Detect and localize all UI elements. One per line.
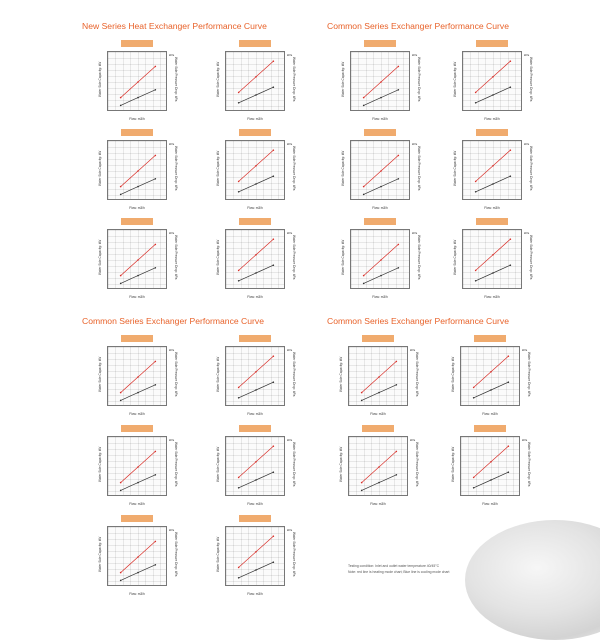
cooling-point <box>490 389 492 391</box>
cooling-point <box>273 561 275 563</box>
heating-point <box>137 81 139 83</box>
cooling-point <box>255 272 257 274</box>
performance-chart <box>107 51 167 111</box>
heating-point <box>380 259 382 261</box>
chart-svg <box>351 52 411 112</box>
heating-point <box>490 461 492 463</box>
x-axis-label: Flow: m3/h <box>372 117 388 121</box>
heating-point <box>155 66 157 68</box>
model-badge <box>239 40 271 47</box>
performance-chart <box>107 526 167 586</box>
cooling-point <box>120 105 122 107</box>
heating-point <box>361 482 363 484</box>
cooling-point <box>380 186 382 188</box>
model-badge <box>476 40 508 47</box>
performance-chart <box>462 140 522 200</box>
heating-point <box>396 361 398 363</box>
y-axis-label: Water Side Capacity: kW <box>98 239 102 275</box>
model-badge <box>476 129 508 136</box>
y2-axis-label: Water Side Pressure Drop: kPa <box>415 442 419 487</box>
heating-point <box>238 181 240 183</box>
heating-point <box>398 155 400 157</box>
model-badge <box>474 335 506 342</box>
model-badge <box>364 218 396 225</box>
heating-point <box>120 97 122 99</box>
heating-point <box>363 186 365 188</box>
y2-unit-label: kPa <box>169 142 175 146</box>
performance-chart <box>107 229 167 289</box>
cooling-point <box>255 569 257 571</box>
footer-testing-condition: Testing condition: Inlet and outlet water temperature 40/45°C <box>348 564 440 568</box>
y-axis-label: Water Side Capacity: kW <box>98 446 102 482</box>
y-axis-label: Water Side Capacity: kW <box>451 356 455 392</box>
performance-chart <box>225 140 285 200</box>
model-badge <box>364 129 396 136</box>
heating-point <box>398 244 400 246</box>
y2-axis-label: Water Side Pressure Drop: kPa <box>174 57 178 102</box>
cooling-point <box>137 97 139 99</box>
cooling-point <box>273 471 275 473</box>
heating-point <box>273 60 275 62</box>
x-axis-label: Flow: m3/h <box>372 206 388 210</box>
heating-point <box>255 76 257 78</box>
y2-axis-label: Water Side Pressure Drop: kPa <box>417 235 421 280</box>
cooling-point <box>510 175 512 177</box>
cooling-point <box>120 283 122 285</box>
cooling-point <box>473 487 475 489</box>
y2-unit-label: kPa <box>524 231 530 235</box>
section-title-common-series-1: Common Series Exchanger Performance Curve <box>327 21 509 31</box>
heating-point <box>492 165 494 167</box>
y2-axis-label: Water Side Pressure Drop: kPa <box>529 57 533 102</box>
heating-point <box>378 466 380 468</box>
cooling-point <box>363 283 365 285</box>
y-axis-label: Water Side Capacity: kW <box>216 536 220 572</box>
y-axis-label: Water Side Capacity: kW <box>453 239 457 275</box>
y2-unit-label: kPa <box>524 142 530 146</box>
cooling-point <box>238 397 240 399</box>
model-badge <box>239 425 271 432</box>
y2-unit-label: kPa <box>522 438 528 442</box>
y-axis-label: Water Side Capacity: kW <box>216 239 220 275</box>
cooling-point <box>492 272 494 274</box>
heating-point <box>255 371 257 373</box>
heating-point <box>238 387 240 389</box>
heating-point <box>137 466 139 468</box>
heating-point <box>238 567 240 569</box>
model-badge <box>239 335 271 342</box>
y2-unit-label: kPa <box>287 142 293 146</box>
model-badge <box>239 129 271 136</box>
heating-point <box>492 76 494 78</box>
cooling-point <box>255 183 257 185</box>
x-axis-label: Flow: m3/h <box>247 295 263 299</box>
y2-unit-label: kPa <box>169 348 175 352</box>
x-axis-label: Flow: m3/h <box>129 117 145 121</box>
cooling-point <box>510 86 512 88</box>
chart-svg <box>108 437 168 497</box>
x-axis-label: Flow: m3/h <box>129 592 145 596</box>
y2-unit-label: kPa <box>169 438 175 442</box>
cooling-point <box>361 490 363 492</box>
heating-point <box>155 361 157 363</box>
y2-unit-label: kPa <box>169 231 175 235</box>
chart-svg <box>226 347 286 407</box>
x-axis-label: Flow: m3/h <box>129 206 145 210</box>
y2-unit-label: kPa <box>410 438 416 442</box>
cooling-point <box>155 474 157 476</box>
y2-unit-label: kPa <box>412 142 418 146</box>
performance-chart <box>460 346 520 406</box>
heating-point <box>273 149 275 151</box>
heating-point <box>475 181 477 183</box>
x-axis-label: Flow: m3/h <box>484 206 500 210</box>
cooling-point <box>378 482 380 484</box>
heating-point <box>155 541 157 543</box>
performance-chart <box>462 229 522 289</box>
y-axis-label: Water Side Capacity: kW <box>341 150 345 186</box>
y2-unit-label: kPa <box>522 348 528 352</box>
heating-point <box>492 254 494 256</box>
model-badge <box>239 515 271 522</box>
cooling-point <box>398 267 400 269</box>
heating-point <box>155 451 157 453</box>
y-axis-label: Water Side Capacity: kW <box>98 356 102 392</box>
cooling-point <box>508 381 510 383</box>
cooling-point <box>137 572 139 574</box>
performance-chart <box>225 346 285 406</box>
chart-svg <box>226 52 286 112</box>
chart-svg <box>463 141 523 201</box>
y-axis-label: Water Side Capacity: kW <box>341 239 345 275</box>
cooling-point <box>255 389 257 391</box>
chart-svg <box>226 527 286 587</box>
model-badge <box>362 425 394 432</box>
cooling-point <box>475 102 477 104</box>
heating-point <box>273 445 275 447</box>
performance-chart <box>350 51 410 111</box>
heating-point <box>473 477 475 479</box>
performance-chart <box>107 436 167 496</box>
heating-point <box>363 275 365 277</box>
cooling-point <box>508 471 510 473</box>
heating-point <box>361 392 363 394</box>
y2-unit-label: kPa <box>412 53 418 57</box>
chart-svg <box>108 230 168 290</box>
x-axis-label: Flow: m3/h <box>247 117 263 121</box>
heating-point <box>380 170 382 172</box>
y2-axis-label: Water Side Pressure Drop: kPa <box>292 146 296 191</box>
heating-point <box>155 155 157 157</box>
heating-point <box>120 186 122 188</box>
cooling-point <box>273 381 275 383</box>
heating-point <box>137 376 139 378</box>
x-axis-label: Flow: m3/h <box>129 295 145 299</box>
cooling-point <box>361 400 363 402</box>
model-badge <box>474 425 506 432</box>
cooling-point <box>120 490 122 492</box>
cooling-point <box>155 89 157 91</box>
heating-point <box>137 556 139 558</box>
model-badge <box>121 425 153 432</box>
y2-unit-label: kPa <box>287 348 293 352</box>
y-axis-label: Water Side Capacity: kW <box>453 150 457 186</box>
heating-point <box>238 477 240 479</box>
x-axis-label: Flow: m3/h <box>247 412 263 416</box>
heating-point <box>490 371 492 373</box>
y-axis-label: Water Side Capacity: kW <box>216 356 220 392</box>
performance-chart <box>348 436 408 496</box>
heating-point <box>273 238 275 240</box>
heating-point <box>475 92 477 94</box>
chart-svg <box>108 141 168 201</box>
footer-note-lines: Note: red line is heating mode chart; Blue line is cooling mode chart <box>348 570 450 574</box>
cooling-point <box>155 564 157 566</box>
heating-point <box>255 461 257 463</box>
y2-unit-label: kPa <box>412 231 418 235</box>
performance-chart <box>225 229 285 289</box>
y2-axis-label: Water Side Pressure Drop: kPa <box>174 532 178 577</box>
x-axis-label: Flow: m3/h <box>372 295 388 299</box>
y2-axis-label: Water Side Pressure Drop: kPa <box>292 57 296 102</box>
performance-chart <box>225 436 285 496</box>
y2-unit-label: kPa <box>287 231 293 235</box>
cooling-point <box>475 280 477 282</box>
model-badge <box>362 335 394 342</box>
y2-axis-label: Water Side Pressure Drop: kPa <box>292 442 296 487</box>
heating-point <box>255 551 257 553</box>
heating-point <box>120 275 122 277</box>
cooling-point <box>378 392 380 394</box>
performance-chart <box>107 140 167 200</box>
cooling-point <box>475 191 477 193</box>
heating-point <box>155 244 157 246</box>
y2-axis-label: Water Side Pressure Drop: kPa <box>174 235 178 280</box>
cooling-point <box>238 102 240 104</box>
x-axis-label: Flow: m3/h <box>370 502 386 506</box>
y2-axis-label: Water Side Pressure Drop: kPa <box>292 235 296 280</box>
chart-svg <box>463 230 523 290</box>
y-axis-label: Water Side Capacity: kW <box>453 61 457 97</box>
heating-point <box>120 392 122 394</box>
y-axis-label: Water Side Capacity: kW <box>216 150 220 186</box>
chart-svg <box>226 230 286 290</box>
section-title-common-series-2: Common Series Exchanger Performance Curve <box>82 316 264 326</box>
y-axis-label: Water Side Capacity: kW <box>451 446 455 482</box>
x-axis-label: Flow: m3/h <box>484 117 500 121</box>
y2-axis-label: Water Side Pressure Drop: kPa <box>174 146 178 191</box>
cooling-point <box>490 479 492 481</box>
chart-svg <box>226 437 286 497</box>
y-axis-label: Water Side Capacity: kW <box>216 446 220 482</box>
chart-svg <box>351 230 411 290</box>
performance-chart <box>348 346 408 406</box>
cooling-point <box>255 479 257 481</box>
heating-point <box>378 376 380 378</box>
y2-axis-label: Water Side Pressure Drop: kPa <box>174 442 178 487</box>
x-axis-label: Flow: m3/h <box>484 295 500 299</box>
y-axis-label: Water Side Capacity: kW <box>339 446 343 482</box>
chart-svg <box>108 52 168 112</box>
y2-axis-label: Water Side Pressure Drop: kPa <box>174 352 178 397</box>
heating-point <box>363 97 365 99</box>
cooling-point <box>273 264 275 266</box>
y2-unit-label: kPa <box>524 53 530 57</box>
chart-svg <box>349 437 409 497</box>
chart-svg <box>461 347 521 407</box>
heating-point <box>398 66 400 68</box>
chart-svg <box>108 347 168 407</box>
y2-axis-label: Water Side Pressure Drop: kPa <box>417 146 421 191</box>
heating-point <box>120 572 122 574</box>
cooling-point <box>137 275 139 277</box>
y2-unit-label: kPa <box>410 348 416 352</box>
cooling-point <box>398 89 400 91</box>
heating-point <box>510 238 512 240</box>
heating-point <box>273 355 275 357</box>
heating-point <box>255 165 257 167</box>
x-axis-label: Flow: m3/h <box>482 412 498 416</box>
cooling-point <box>473 397 475 399</box>
chart-svg <box>463 52 523 112</box>
cooling-point <box>155 178 157 180</box>
cooling-point <box>273 175 275 177</box>
performance-chart <box>107 346 167 406</box>
heating-point <box>137 259 139 261</box>
cooling-point <box>137 482 139 484</box>
chart-svg <box>226 141 286 201</box>
heating-point <box>255 254 257 256</box>
y2-unit-label: kPa <box>287 438 293 442</box>
cooling-point <box>380 97 382 99</box>
x-axis-label: Flow: m3/h <box>482 502 498 506</box>
heating-point <box>120 482 122 484</box>
heating-point <box>510 149 512 151</box>
chart-svg <box>108 527 168 587</box>
cooling-point <box>238 487 240 489</box>
y2-axis-label: Water Side Pressure Drop: kPa <box>292 532 296 577</box>
y2-axis-label: Water Side Pressure Drop: kPa <box>527 442 531 487</box>
model-badge <box>121 335 153 342</box>
heating-point <box>510 60 512 62</box>
y2-unit-label: kPa <box>169 53 175 57</box>
y2-axis-label: Water Side Pressure Drop: kPa <box>527 352 531 397</box>
x-axis-label: Flow: m3/h <box>370 412 386 416</box>
x-axis-label: Flow: m3/h <box>129 502 145 506</box>
cooling-point <box>363 194 365 196</box>
cooling-point <box>238 280 240 282</box>
cooling-point <box>396 474 398 476</box>
y2-axis-label: Water Side Pressure Drop: kPa <box>529 235 533 280</box>
y-axis-label: Water Side Capacity: kW <box>341 61 345 97</box>
heating-point <box>273 535 275 537</box>
heating-point <box>473 387 475 389</box>
cooling-point <box>363 105 365 107</box>
model-badge <box>121 515 153 522</box>
cooling-point <box>120 580 122 582</box>
x-axis-label: Flow: m3/h <box>247 592 263 596</box>
model-badge <box>476 218 508 225</box>
y2-axis-label: Water Side Pressure Drop: kPa <box>417 57 421 102</box>
y-axis-label: Water Side Capacity: kW <box>339 356 343 392</box>
heating-point <box>396 451 398 453</box>
heating-point <box>475 270 477 272</box>
cooling-point <box>492 183 494 185</box>
cooling-point <box>137 186 139 188</box>
cooling-point <box>255 94 257 96</box>
cooling-point <box>398 178 400 180</box>
cooling-point <box>396 384 398 386</box>
cooling-point <box>155 267 157 269</box>
y2-axis-label: Water Side Pressure Drop: kPa <box>529 146 533 191</box>
cooling-point <box>238 577 240 579</box>
heating-point <box>508 445 510 447</box>
y-axis-label: Water Side Capacity: kW <box>98 150 102 186</box>
cooling-point <box>273 86 275 88</box>
y-axis-label: Water Side Capacity: kW <box>98 61 102 97</box>
model-badge <box>121 218 153 225</box>
performance-chart <box>350 140 410 200</box>
x-axis-label: Flow: m3/h <box>247 502 263 506</box>
x-axis-label: Flow: m3/h <box>247 206 263 210</box>
chart-svg <box>349 347 409 407</box>
y2-unit-label: kPa <box>169 528 175 532</box>
cooling-point <box>492 94 494 96</box>
cooling-point <box>380 275 382 277</box>
model-badge <box>121 40 153 47</box>
y-axis-label: Water Side Capacity: kW <box>216 61 220 97</box>
performance-chart <box>225 51 285 111</box>
model-badge <box>239 218 271 225</box>
y2-unit-label: kPa <box>287 53 293 57</box>
heating-point <box>508 355 510 357</box>
cooling-point <box>238 191 240 193</box>
y2-axis-label: Water Side Pressure Drop: kPa <box>415 352 419 397</box>
heating-point <box>238 270 240 272</box>
performance-chart <box>462 51 522 111</box>
model-badge <box>364 40 396 47</box>
decorative-product-image <box>465 520 600 640</box>
y-axis-label: Water Side Capacity: kW <box>98 536 102 572</box>
section-title-new-series: New Series Heat Exchanger Performance Curve <box>82 21 267 31</box>
model-badge <box>121 129 153 136</box>
heating-point <box>380 81 382 83</box>
x-axis-label: Flow: m3/h <box>129 412 145 416</box>
performance-chart <box>460 436 520 496</box>
cooling-point <box>120 400 122 402</box>
cooling-point <box>155 384 157 386</box>
cooling-point <box>510 264 512 266</box>
cooling-point <box>120 194 122 196</box>
performance-chart <box>350 229 410 289</box>
chart-svg <box>351 141 411 201</box>
heating-point <box>137 170 139 172</box>
cooling-point <box>137 392 139 394</box>
y2-unit-label: kPa <box>287 528 293 532</box>
y2-axis-label: Water Side Pressure Drop: kPa <box>292 352 296 397</box>
section-title-common-series-3: Common Series Exchanger Performance Curve <box>327 316 509 326</box>
performance-chart <box>225 526 285 586</box>
heating-point <box>238 92 240 94</box>
chart-svg <box>461 437 521 497</box>
